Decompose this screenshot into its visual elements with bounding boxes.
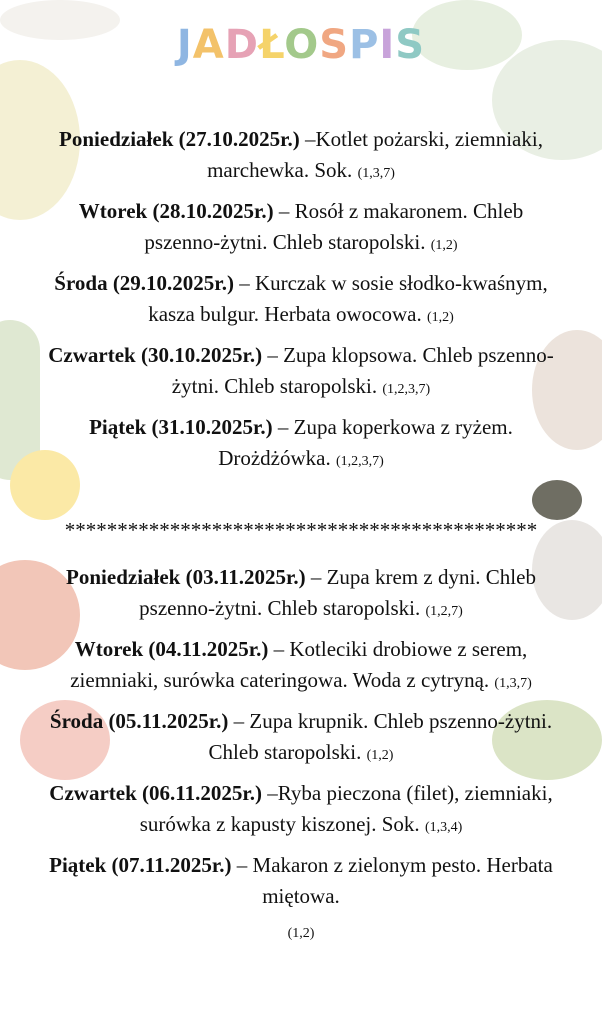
menu-entry <box>40 268 562 333</box>
jadlospis-logo: JADŁOSPIS <box>176 22 426 68</box>
menu-entry <box>40 634 562 699</box>
menu-dish: – Zupa krupnik. Chleb pszenno-żytni. Chleb staropolski. <box>208 709 553 764</box>
menu-entry <box>40 124 562 189</box>
menu-allergens: (1,2,7) <box>425 604 463 619</box>
menu-allergens: (1,2) <box>287 926 315 941</box>
menu-allergens: (1,2) <box>366 748 394 763</box>
menu-allergens: (1,2) <box>426 310 454 325</box>
menu-allergens: (1,3,4) <box>424 820 463 835</box>
menu-allergens: (1,2,3,7) <box>335 454 384 469</box>
menu-dish: – Zupa koperkowa z ryżem. Drożdżówka. <box>218 415 513 470</box>
menu-day: Wtorek (28.10.2025r.) <box>78 199 274 223</box>
menu-day: Poniedziałek (27.10.2025r.) <box>59 127 300 151</box>
menu-day: Czwartek (06.11.2025r.) <box>49 781 262 805</box>
menu-dish: – Zupa krem z dyni. Chleb pszenno-żytni. Chleb staropolski. <box>139 565 536 620</box>
menu-entry <box>40 196 562 261</box>
menu-day: Czwartek (30.10.2025r.) <box>48 343 263 367</box>
menu-entry <box>40 562 562 627</box>
menu-day: Piątek (31.10.2025r.) <box>89 415 273 439</box>
menu-day: Wtorek (04.11.2025r.) <box>74 637 269 661</box>
menu-dish: – Kotleciki drobiowe z serem, ziemniaki, surówka cateringowa. Woda z cytryną. <box>70 637 528 692</box>
menu-dish: – Rosół z makaronem. Chleb pszenno-żytni. Chleb staropolski. <box>144 199 524 254</box>
menu-dish: –Kotlet pożarski, ziemniaki, marchewka. Sok. <box>207 127 543 182</box>
menu-allergens: (1,2,3,7) <box>382 382 431 397</box>
menu-allergens: (1,3,7) <box>357 166 395 181</box>
menu-dish: – Zupa klopsowa. Chleb pszenno-żytni. Chleb staropolski. <box>171 343 554 398</box>
menu-dish: – Makaron z zielonym pesto. Herbata miętowa. <box>231 853 553 908</box>
menu-dish: – Kurczak w sosie słodko-kwaśnym, kasza bulgur. Herbata owocowa. <box>148 271 548 326</box>
menu-day: Piątek (07.11.2025r.) <box>49 853 232 877</box>
menu-entry <box>40 340 562 405</box>
menu-entry <box>40 706 562 771</box>
menu-allergens: (1,2) <box>430 238 458 253</box>
menu-allergens: (1,3,7) <box>494 676 532 691</box>
menu-day: Poniedziałek (03.11.2025r.) <box>66 565 306 589</box>
menu-entry <box>40 412 562 477</box>
menu-content <box>40 124 562 951</box>
week-separator: ********************************************* <box>64 518 538 542</box>
menu-dish: –Ryba pieczona (filet), ziemniaki, surówka z kapusty kiszonej. Sok. <box>139 781 553 836</box>
menu-entry <box>40 778 562 843</box>
menu-day: Środa (29.10.2025r.) <box>54 271 234 295</box>
menu-entry <box>40 850 562 944</box>
menu-day: Środa (05.11.2025r.) <box>49 709 229 733</box>
